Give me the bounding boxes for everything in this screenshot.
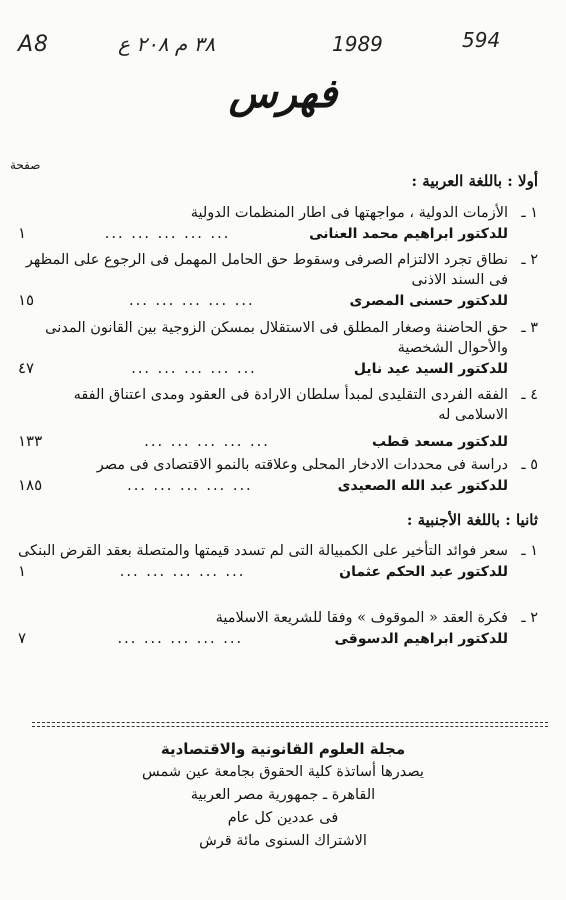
journal-footer bbox=[0, 738, 566, 853]
journal-name: مجلة العلوم القانونية والاقتصادية bbox=[160, 740, 406, 758]
entry-number: ٢ ـ bbox=[521, 252, 538, 268]
toc-entry bbox=[18, 250, 538, 311]
handwritten-annotation-year: 1989 bbox=[332, 32, 383, 56]
handwritten-annotation-left: A8 bbox=[18, 32, 50, 57]
entry-number: ١ ـ bbox=[521, 205, 538, 221]
leader-dots: ... ... ... ... ... bbox=[117, 631, 244, 647]
leader-dots: ... ... ... ... ... bbox=[129, 293, 255, 309]
toc-entry bbox=[18, 608, 538, 649]
handwritten-annotation-ref: ٣٨ م ٢٠٨ ع bbox=[118, 32, 216, 56]
separator-line bbox=[32, 722, 548, 723]
entry-page: ١٥ bbox=[18, 291, 35, 309]
toc-entry bbox=[18, 318, 538, 379]
footer-line: الاشتراك السنوى مائة قرش bbox=[199, 833, 367, 849]
entry-title: حق الحاضنة وصغار المطلق فى الاستقلال بمسكن الزوجية بين القانون المدنى والأحوال الشخصية bbox=[45, 320, 508, 356]
entry-page: ١ bbox=[18, 224, 27, 242]
leader-dots: ... ... ... ... ... bbox=[104, 226, 231, 242]
section-heading-arabic: أولا : باللغة العربية : bbox=[411, 172, 538, 190]
entry-number: ١ ـ bbox=[521, 543, 538, 559]
entry-page: ٤٧ bbox=[18, 359, 35, 377]
footer-line: يصدرها أساتذة كلية الحقوق بجامعة عين شمس bbox=[142, 764, 424, 780]
page-column-label: صفحة bbox=[10, 158, 41, 172]
footer-line: فى عددين كل عام bbox=[227, 810, 339, 826]
entry-title: الفقه الفردى التقليدى لمبدأ سلطان الارادة فى العقود ومدى اعتناق الفقه الاسلامى له bbox=[73, 387, 508, 423]
entry-author: للدكتور مسعد قطب bbox=[371, 434, 508, 450]
toc-entry bbox=[18, 203, 538, 244]
entry-number: ٣ ـ bbox=[521, 320, 538, 336]
entry-page: ٧ bbox=[18, 629, 27, 647]
entry-page: ١ bbox=[18, 562, 27, 580]
entry-number: ٤ ـ bbox=[521, 387, 538, 403]
entry-author: للدكتور عبد الحكم عثمان bbox=[339, 564, 508, 580]
entry-title: دراسة فى محددات الادخار المحلى وعلاقته بالنمو الاقتصادى فى مصر bbox=[96, 457, 508, 473]
separator-line bbox=[32, 726, 548, 727]
entry-author: للدكتور السيد عيد نايل bbox=[353, 361, 508, 377]
entry-page: ١٨٥ bbox=[18, 476, 43, 494]
handwritten-annotation-number: 594 bbox=[462, 28, 501, 52]
leader-dots: ... ... ... ... ... bbox=[119, 564, 246, 580]
entry-author: للدكتور عبد الله الصعيدى bbox=[337, 478, 508, 494]
entry-author: للدكتور ابراهيم الدسوقى bbox=[334, 631, 508, 647]
toc-entry bbox=[18, 385, 538, 452]
leader-dots: ... ... ... ... ... bbox=[144, 434, 270, 450]
section-heading-foreign: ثانيا : باللغة الأجنبية : bbox=[406, 511, 538, 529]
entry-author: للدكتور حسنى المصرى bbox=[349, 293, 508, 309]
entry-title: الأزمات الدولية ، مواجهتها فى اطار المنظمات الدولية bbox=[190, 205, 508, 221]
entry-title: سعر فوائد التأخير على الكمبيالة التى لم تسدد قيمتها والمتصلة بعقد القرض البنكى bbox=[18, 543, 508, 559]
entry-title: نطاق تجرد الالتزام الصرفى وسقوط حق الحامل المهمل فى الرجوع على المظهر فى السند الاذنى bbox=[25, 252, 508, 288]
leader-dots: ... ... ... ... ... bbox=[127, 478, 253, 494]
leader-dots: ... ... ... ... ... bbox=[131, 361, 257, 377]
entry-number: ٢ ـ bbox=[521, 610, 538, 626]
toc-entry bbox=[18, 541, 538, 582]
entry-number: ٥ ـ bbox=[521, 457, 538, 473]
entry-page: ١٣٣ bbox=[18, 432, 43, 450]
footer-line: القاهرة ـ جمهورية مصر العربية bbox=[190, 787, 376, 803]
toc-entry bbox=[18, 455, 538, 496]
entry-author: للدكتور ابراهيم محمد العنانى bbox=[309, 226, 508, 242]
entry-title: فكرة العقد « الموقوف » وفقا للشريعة الاسلامية bbox=[215, 610, 508, 626]
page-title: فهرس bbox=[228, 70, 338, 117]
